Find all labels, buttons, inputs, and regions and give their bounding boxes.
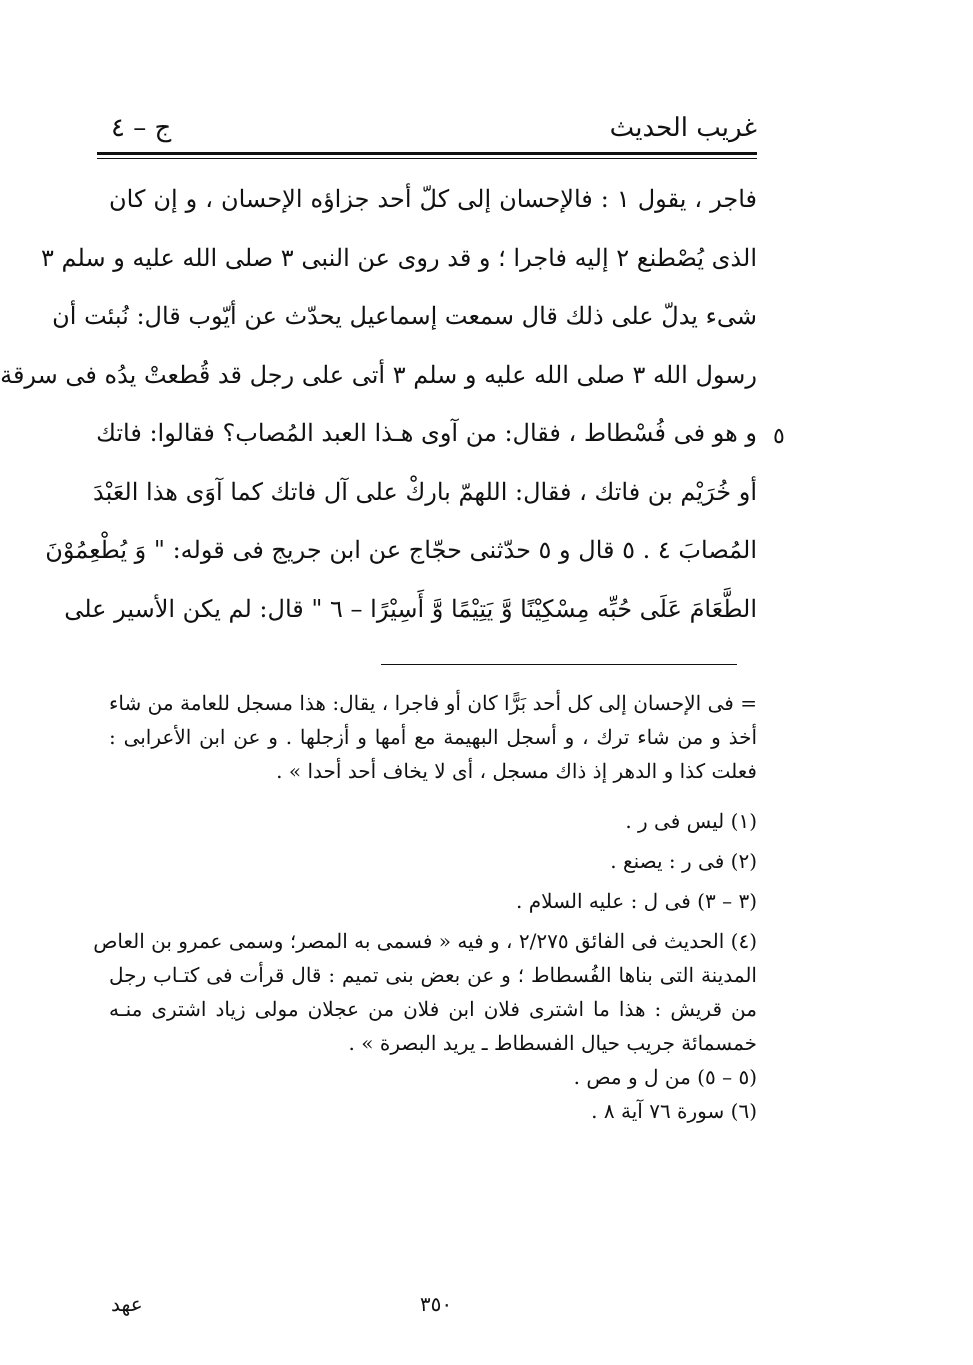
text-line: المُصابَ ٤ . ٥ قال و ٥ حدّثنى حجّاج عن ابن جريج فى قوله: " وَ يُطْعِمُوْنَ [45, 536, 757, 564]
text-line: رسول الله ٣ صلى الله عليه و سلم ٣ أتى على رجل قد قُطعتْ يدُه فى سرقة [0, 360, 757, 389]
page-header [111, 108, 757, 148]
page-number: ٣٥٠ [419, 1292, 453, 1316]
footnote-separator [381, 664, 737, 665]
footnote-3: (٣ – ٣) فى ل : عليه السلام . [516, 889, 757, 913]
footnote-5: (٥ – ٥) من ل و مص . [573, 1065, 757, 1089]
footnote-continuation-line: = فى الإحسان إلى كل أحد بَرًّا كان أو فاجرا ، يقال: هذا مسجل للعامة من شاء [109, 691, 757, 715]
footnote-4-line: من قريش : هذا ما اشترى فلان ابن فلان من عجلان مولى زياد اشترى منـه [109, 997, 757, 1021]
text-line: و هو فى فُسْطاط ، فقال: من آوى هـذا العبد المُصاب؟ فقالوا: فاتك [96, 419, 757, 447]
footnote-continuation-line: فعلت كذا و الدهر إذ ذاك مسجل ، أى لا يخاف أحد أحدا » . [276, 759, 757, 783]
header-rule-thin [97, 158, 757, 159]
printer-signature: عهد [111, 1292, 143, 1316]
text-line: الذى يُصْطنع ٢ إليه فاجرا ؛ و قد روى عن النبى ٣ صلى الله عليه و سلم ٣ [41, 243, 757, 272]
footnote-continuation-line: أخذ و من شاء ترك ، و أسجل البهيمة مع أمها و أزجلها . و عن ابن الأعرابى : [109, 725, 757, 749]
main-text-block [0, 170, 757, 638]
volume-label: ج – ٤ [111, 113, 172, 143]
footnote-2: (٢) فى ر : يصنع . [610, 849, 757, 873]
footnote-4-line: (٤) الحديث فى الفائق ٢/٢٧٥ ، و فيه « فسمى به المصر؛ وسمى عمرو بن العاص [93, 929, 757, 953]
footnote-4-line: المدينة التى بناها الفُسطاط ؛ و عن بعض بنى تميم : قال قرأت فى كتـاب رجل [109, 963, 757, 987]
text-line: الطَّعَامَ عَلَى حُبِّه مِسْكِيْنًا وَّ يَتِيْمًا وَّ أَسِيْرًا – ٦ " قال: لم يكن الأسير على [64, 594, 757, 623]
footnote-6: (٦) سورة ٧٦ آية ٨ . [591, 1099, 757, 1123]
footnote-1: (١) ليس فى ر . [625, 809, 757, 833]
book-title: غريب الحديث [609, 113, 757, 143]
footnote-4-line: خمسمائة جريب حيال الفسطاط ـ يريد البصرة » . [348, 1031, 757, 1055]
text-line: شىء يدلّ على ذلك قال سمعت إسماعيل يحدّث عن أيّوب قال: نُبئت أن [52, 302, 757, 330]
line-number-marker: ٥ [773, 424, 785, 449]
text-line: أو خُرَيْم بن فاتك ، فقال: اللهمّ باركْ على آل فاتك كما آوَى هذا العَبْدَ [93, 477, 757, 506]
header-rule-thick [97, 152, 757, 155]
page-footer [111, 1292, 757, 1322]
text-line: فاجر ، يقول ١ : فالإحسان إلى كلّ أحد جزاؤه الإحسان ، و إن كان [109, 185, 757, 213]
footnotes-block [93, 686, 757, 1128]
